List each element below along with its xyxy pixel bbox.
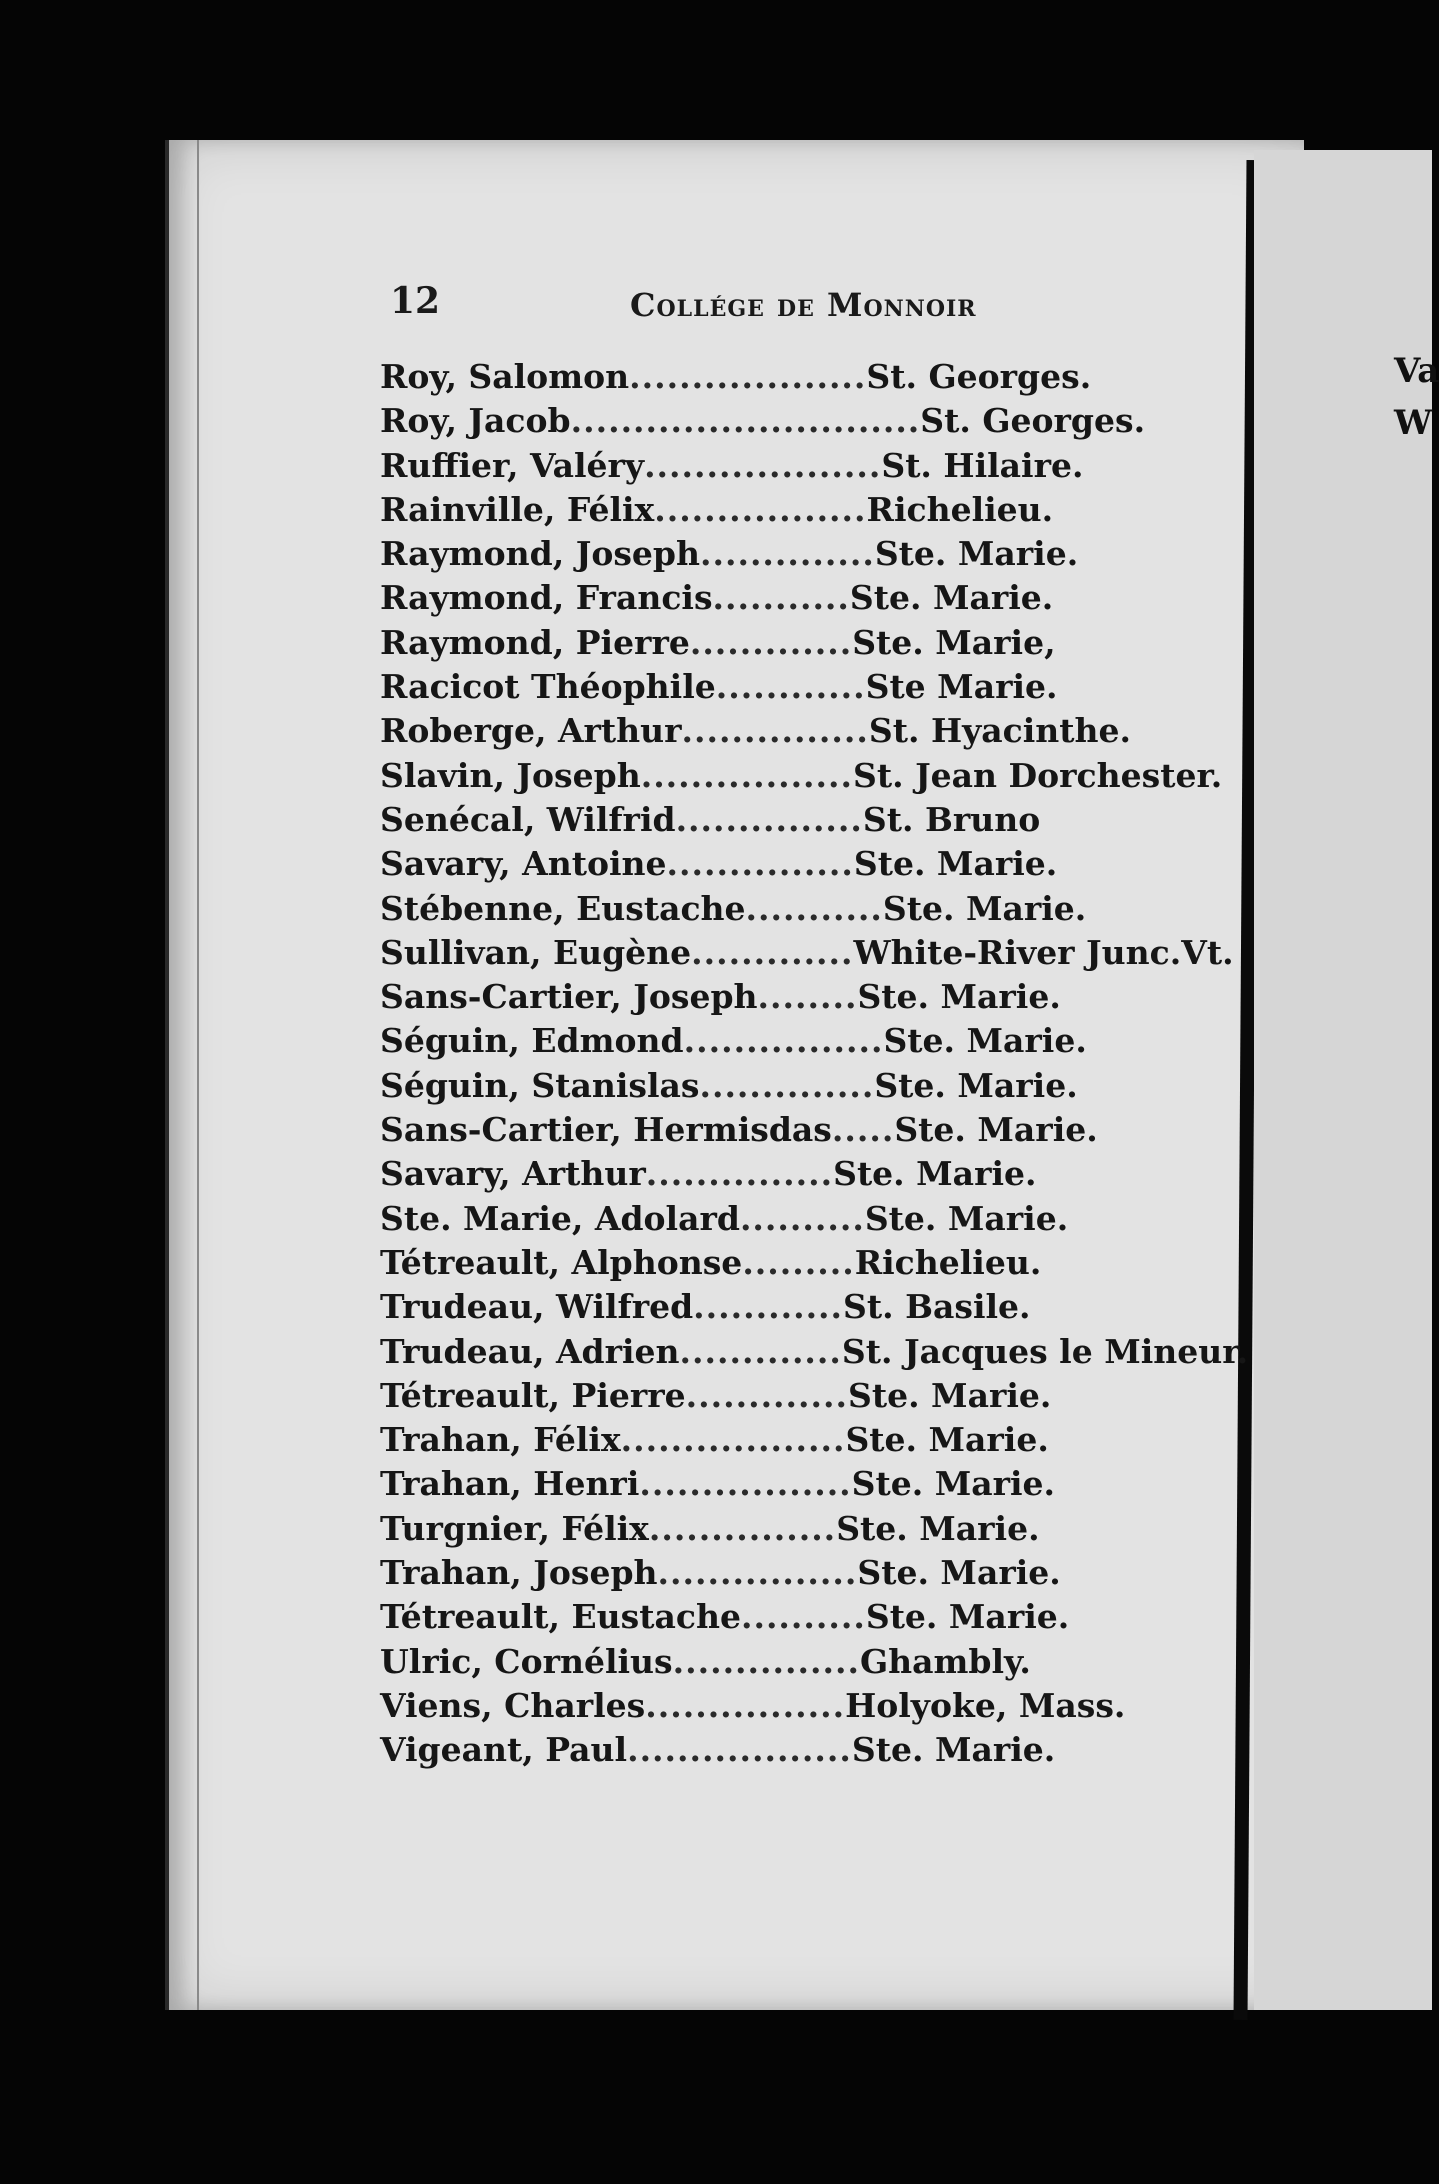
hometown: Ghambly. <box>859 1641 1031 1681</box>
hometown: Ste. Marie. <box>851 1730 1056 1770</box>
dot-leader: ............... <box>675 799 863 839</box>
hometown: Ste. Marie. <box>845 1420 1049 1460</box>
hometown: Ste. Marie. <box>851 1464 1056 1504</box>
student-name: Séguin, Edmond <box>380 1021 684 1061</box>
list-item <box>380 1064 1180 1108</box>
dot-leader: ............. <box>689 622 853 662</box>
hometown: St. Jean Dorchester. <box>853 755 1223 795</box>
dot-leader: ............ <box>693 1287 844 1327</box>
dot-leader: ................ <box>657 1553 858 1593</box>
dot-leader: ........ <box>757 977 858 1017</box>
list-item <box>380 355 1180 399</box>
dot-leader: .................. <box>627 1730 852 1770</box>
student-name: Séguin, Stanislas <box>380 1065 700 1105</box>
list-item <box>380 1241 1180 1285</box>
student-name: Roy, Jacob <box>380 401 571 441</box>
student-name: Savary, Antoine <box>380 844 667 884</box>
dot-leader: .............. <box>699 1065 875 1105</box>
list-item <box>380 887 1180 931</box>
hometown: St. Bruno <box>862 799 1041 839</box>
list-item <box>380 1330 1249 1374</box>
right-page <box>1254 150 1439 2010</box>
dot-leader: ..... <box>831 1110 895 1150</box>
list-item <box>380 532 1180 576</box>
student-name: Turgnier, Félix <box>380 1508 649 1548</box>
dot-leader: .......... <box>740 1597 866 1637</box>
hometown: St. Basile. <box>843 1287 1031 1327</box>
student-name: Tétreault, Eustache <box>380 1597 741 1637</box>
page-header <box>220 280 1120 330</box>
dot-leader: ............. <box>691 932 854 972</box>
list-item <box>380 709 1180 753</box>
hometown: St. Hyacinthe. <box>868 711 1132 751</box>
student-name: Trahan, Henri <box>380 1464 640 1504</box>
list-item <box>380 488 1180 532</box>
dot-leader: ............... <box>672 1641 860 1681</box>
student-name: Rainville, Félix <box>380 489 655 529</box>
list-item <box>380 1152 1180 1196</box>
hometown: Richelieu. <box>854 1242 1042 1282</box>
student-name: Racicot Théophile <box>380 667 716 707</box>
hometown: Ste. Marie. <box>849 578 1054 618</box>
list-item <box>380 798 1180 842</box>
student-name: Vigeant, Paul <box>380 1730 628 1770</box>
dot-leader: ............................ <box>570 401 921 441</box>
hometown: Ste. Marie. <box>853 844 1058 884</box>
list-item <box>380 931 1234 975</box>
dot-leader: .................. <box>620 1420 846 1460</box>
hometown: Ste. Marie. <box>883 1021 1087 1061</box>
student-name: Raymond, Francis <box>380 578 713 618</box>
student-name: Ruffier, Valéry <box>380 445 645 485</box>
dot-leader: ................ <box>645 1685 846 1725</box>
list-item <box>380 1374 1180 1418</box>
list-item <box>380 576 1180 620</box>
hometown: St. Georges. <box>866 357 1092 396</box>
student-name: Savary, Arthur <box>380 1154 646 1194</box>
student-name: Ulric, Cornélius <box>380 1641 673 1681</box>
hometown: Ste. Marie, <box>852 622 1056 662</box>
dot-leader: ............... <box>681 711 869 751</box>
hometown: St. Jacques le Mineur. <box>841 1331 1249 1371</box>
dot-leader: ............ <box>715 667 866 707</box>
list-item <box>380 665 1180 709</box>
dot-leader: ................ <box>683 1021 884 1061</box>
dot-leader: ............... <box>645 1154 834 1194</box>
dot-leader: ............. <box>679 1331 842 1371</box>
list-item <box>380 399 1180 443</box>
student-name: Trudeau, Adrien <box>380 1331 680 1371</box>
list-item <box>380 1418 1180 1462</box>
list-item <box>380 1285 1180 1329</box>
student-name: Trahan, Joseph <box>380 1553 658 1593</box>
right-page-edge-text <box>1394 345 1439 449</box>
dot-leader: ............. <box>685 1375 848 1415</box>
student-name: Roy, Salomon <box>380 357 630 396</box>
dot-leader: ................. <box>640 755 854 795</box>
dot-leader: .............. <box>699 534 875 574</box>
hometown: Ste. Marie. <box>857 977 1061 1017</box>
student-name: Raymond, Pierre <box>380 622 690 662</box>
hometown: Ste. Marie. <box>836 1508 1040 1548</box>
dot-leader: ................. <box>654 489 867 529</box>
list-item <box>380 444 1180 488</box>
hometown: Ste Marie. <box>865 667 1058 707</box>
dot-leader: ................. <box>639 1464 852 1504</box>
dot-leader: ......... <box>742 1242 855 1282</box>
dot-leader: ................... <box>644 445 882 485</box>
student-name: Tétreault, Pierre <box>380 1375 686 1415</box>
hometown: Ste. Marie. <box>848 1375 1052 1415</box>
hometown: Ste. Marie. <box>874 534 1079 574</box>
student-name: Trahan, Félix <box>380 1420 621 1460</box>
edge-text-line-2: W <box>1394 403 1433 443</box>
list-item <box>380 621 1180 665</box>
hometown: Ste. Marie. <box>857 1553 1061 1593</box>
student-name: Sullivan, Eugène <box>380 932 692 972</box>
hometown: St. Georges. <box>920 401 1146 441</box>
list-item <box>380 842 1180 886</box>
dot-leader: ........... <box>712 578 850 618</box>
list-item <box>380 1595 1180 1639</box>
dot-leader: ............... <box>648 1508 837 1548</box>
student-name: Sans-Cartier, Hermisdas <box>380 1110 832 1150</box>
student-name: Raymond, Joseph <box>380 534 700 574</box>
hometown: White-River Junc.Vt. <box>853 932 1234 972</box>
list-item <box>380 1108 1180 1152</box>
hometown: Ste. Marie. <box>874 1065 1078 1105</box>
student-name: Tétreault, Alphonse <box>380 1242 743 1282</box>
student-name: Slavin, Joseph <box>380 755 641 795</box>
list-item <box>380 1507 1180 1551</box>
list-item <box>380 1197 1180 1241</box>
student-list <box>380 355 1249 1773</box>
hometown: Richelieu. <box>866 489 1054 529</box>
student-name: Viens, Charles <box>380 1685 646 1725</box>
list-item <box>380 1551 1180 1595</box>
student-name: Sans-Cartier, Joseph <box>380 977 758 1017</box>
dot-leader: ............... <box>666 844 854 884</box>
list-item <box>380 1728 1180 1772</box>
student-name: Stébenne, Eustache <box>380 888 746 928</box>
dot-leader: ................... <box>629 357 867 396</box>
list-item <box>380 1462 1180 1506</box>
page-edge-rule <box>197 140 199 2010</box>
list-item <box>380 754 1223 798</box>
student-name: Senécal, Wilfrid <box>380 799 676 839</box>
hometown: Ste. Marie. <box>894 1110 1098 1150</box>
list-item <box>380 1684 1180 1728</box>
student-name: Roberge, Arthur <box>380 711 682 751</box>
list-item <box>380 1640 1180 1684</box>
running-title: Collége de Monnoir <box>630 286 977 324</box>
list-item <box>380 975 1180 1019</box>
hometown: Holyoke, Mass. <box>845 1685 1126 1725</box>
hometown: St. Hilaire. <box>881 445 1084 485</box>
edge-text-line-1: Va <box>1394 351 1439 391</box>
hometown: Ste. Marie. <box>865 1597 1070 1637</box>
page-number: 12 <box>390 280 441 322</box>
dot-leader: .......... <box>739 1198 865 1238</box>
hometown: Ste. Marie. <box>833 1154 1037 1194</box>
hometown: Ste. Marie. <box>864 1198 1069 1238</box>
student-name: Ste. Marie, Adolard <box>380 1198 740 1238</box>
student-name: Trudeau, Wilfred <box>380 1287 694 1327</box>
hometown: Ste. Marie. <box>882 888 1087 928</box>
dot-leader: ........... <box>745 888 883 928</box>
list-item <box>380 1019 1180 1063</box>
